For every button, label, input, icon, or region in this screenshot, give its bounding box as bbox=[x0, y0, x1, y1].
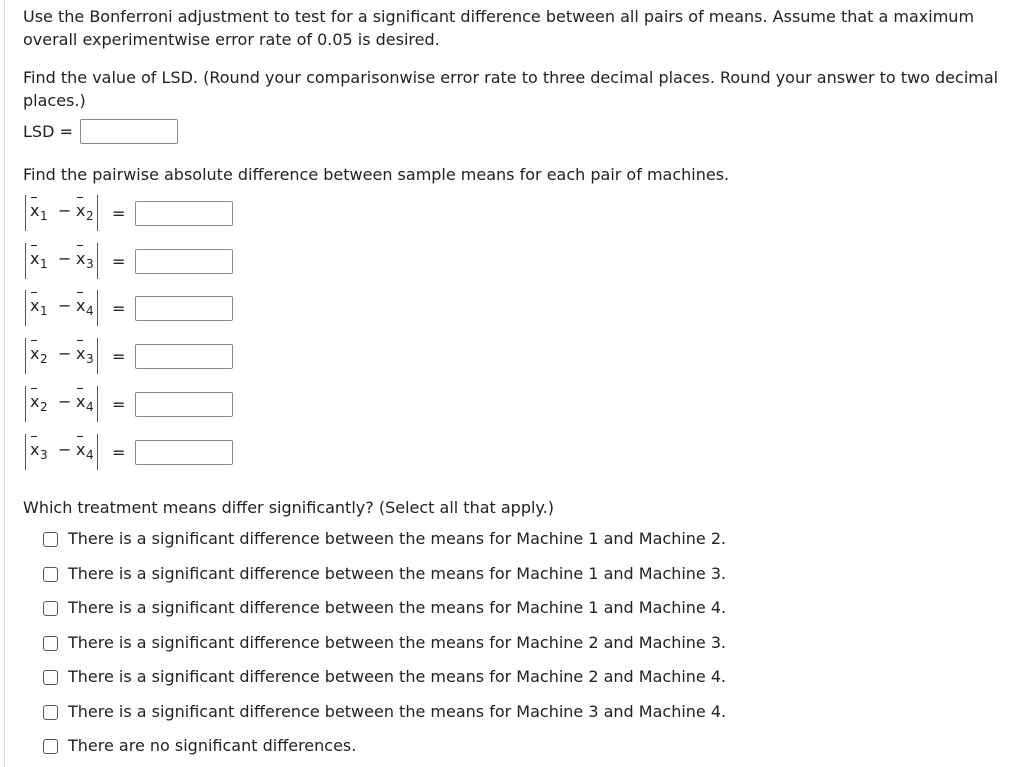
left-rule bbox=[4, 0, 5, 767]
option-label-6[interactable]: There is a significant difference between the means for Machine 3 and Machine 4. bbox=[68, 702, 727, 721]
option-checkbox-4[interactable] bbox=[43, 636, 58, 651]
option-label-4[interactable]: There is a significant difference between the means for Machine 2 and Machine 3. bbox=[68, 633, 727, 652]
question-prompt: Which treatment means differ significantly? (Select all that apply.) bbox=[23, 498, 554, 517]
equals-sign: = bbox=[112, 299, 126, 318]
pair-2-4-input[interactable] bbox=[135, 392, 233, 417]
option-checkbox-7[interactable] bbox=[43, 739, 58, 754]
option-checkbox-5[interactable] bbox=[43, 670, 58, 685]
intro-line-1: Use the Bonferroni adjustment to test for a significant difference between all pairs of means. Assume that a maximum bbox=[23, 7, 975, 26]
lsd-prompt-line-2: places.) bbox=[23, 91, 86, 110]
intro-line-2: overall experimentwise error rate of 0.05 is desired. bbox=[23, 30, 440, 49]
pair-1-2-input[interactable] bbox=[135, 201, 233, 226]
equals-sign: = bbox=[112, 347, 126, 366]
option-checkbox-6[interactable] bbox=[43, 705, 58, 720]
lsd-input[interactable] bbox=[80, 119, 178, 144]
option-label-7[interactable]: There are no significant differences. bbox=[68, 736, 357, 755]
equals-sign: = bbox=[112, 443, 126, 462]
option-label-3[interactable]: There is a significant difference between the means for Machine 1 and Machine 4. bbox=[68, 598, 727, 617]
pair-2-3-input[interactable] bbox=[135, 344, 233, 369]
option-checkbox-1[interactable] bbox=[43, 532, 58, 547]
pair-1-4-input[interactable] bbox=[135, 296, 233, 321]
equals-sign: = bbox=[112, 204, 126, 223]
x-symbol: x bbox=[30, 201, 40, 220]
lsd-label: LSD = bbox=[23, 122, 73, 141]
option-label-5[interactable]: There is a significant difference between the means for Machine 2 and Machine 4. bbox=[68, 667, 727, 686]
pair-1-3-input[interactable] bbox=[135, 249, 233, 274]
option-label-2[interactable]: There is a significant difference between the means for Machine 1 and Machine 3. bbox=[68, 564, 727, 583]
lsd-prompt-line-1: Find the value of LSD. (Round your comparisonwise error rate to three decimal places. Round your answer to two decimal bbox=[23, 68, 999, 87]
option-checkbox-3[interactable] bbox=[43, 601, 58, 616]
pairwise-prompt: Find the pairwise absolute difference between sample means for each pair of machines. bbox=[23, 165, 730, 184]
pair-3-4-input[interactable] bbox=[135, 440, 233, 465]
option-label-1[interactable]: There is a significant difference between the means for Machine 1 and Machine 2. bbox=[68, 529, 727, 548]
option-checkbox-2[interactable] bbox=[43, 567, 58, 582]
equals-sign: = bbox=[112, 395, 126, 414]
equals-sign: = bbox=[112, 252, 126, 271]
